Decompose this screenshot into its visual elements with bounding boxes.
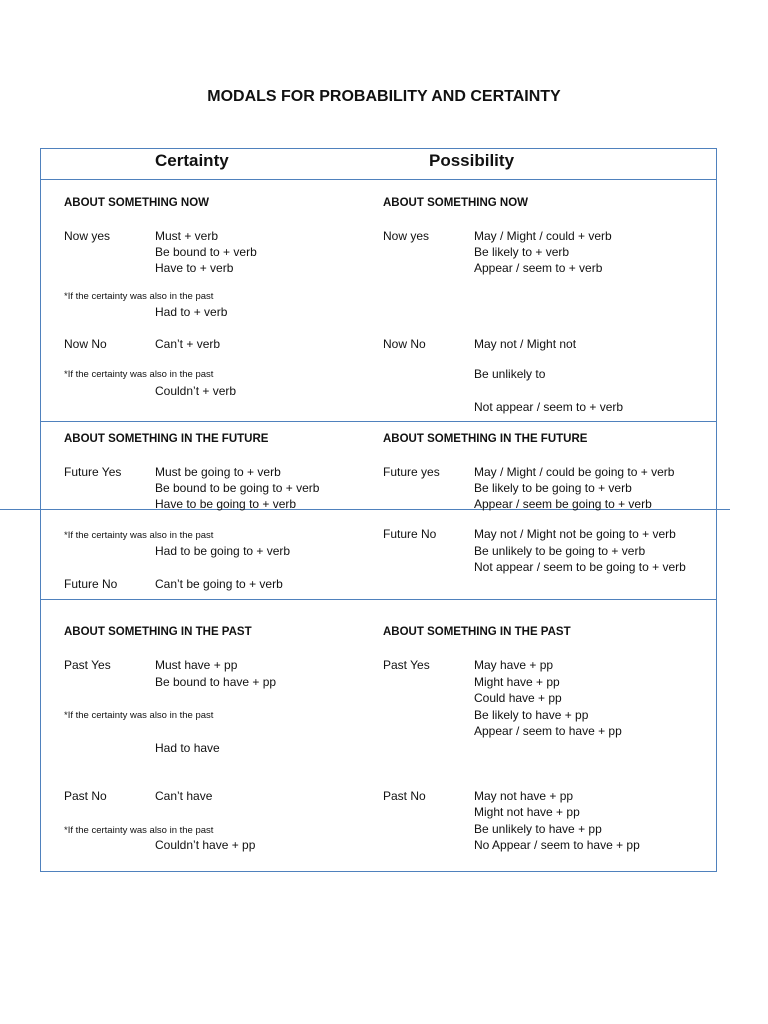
possibility-now-yes-label: Now yes: [383, 229, 430, 243]
certainty-future-past-line: Had to be going to + verb: [155, 544, 291, 558]
certainty-past-past-line: Had to have: [155, 741, 220, 755]
certainty-now-past-note: *If the certainty was also in the past: [64, 291, 214, 302]
section-divider-future-past: [41, 599, 716, 600]
possibility-past-yes-line: Be likely to have + pp: [474, 708, 589, 722]
certainty-future-yes-line: Must be going to + verb: [155, 465, 281, 479]
possibility-past-yes-line: Might have + pp: [474, 675, 560, 689]
possibility-future-no-line: Be unlikely to be going to + verb: [474, 544, 646, 558]
certainty-past-past-note: *If the certainty was also in the past: [64, 710, 214, 721]
possibility-past-no-line: Be unlikely to have + pp: [474, 822, 602, 836]
certainty-past-no-label: Past No: [64, 789, 107, 803]
possibility-future-no-label: Future No: [383, 527, 437, 541]
certainty-past-no-line: Can’t have: [155, 789, 213, 803]
possibility-past-no-line: No Appear / seem to have + pp: [474, 838, 640, 852]
certainty-now-heading: ABOUT SOMETHING NOW: [64, 197, 210, 209]
possibility-past-no-label: Past No: [383, 789, 426, 803]
certainty-past-no-past-note: *If the certainty was also in the past: [64, 825, 214, 836]
certainty-future-heading: ABOUT SOMETHING IN THE FUTURE: [64, 433, 269, 445]
certainty-now-no-past-note: *If the certainty was also in the past: [64, 369, 214, 380]
certainty-header: Certainty: [155, 151, 229, 170]
certainty-now-yes-label: Now yes: [64, 229, 111, 243]
header-divider: [41, 179, 716, 180]
certainty-past-no-past-line: Couldn’t have + pp: [155, 838, 256, 852]
certainty-now-no-past-line: Couldn’t + verb: [155, 384, 237, 398]
certainty-past-yes-line: Must have + pp: [155, 658, 238, 672]
possibility-past-yes-line: May have + pp: [474, 658, 554, 672]
possibility-future-yes-line: May / Might / could be going to + verb: [474, 465, 675, 479]
certainty-past-yes-label: Past Yes: [64, 658, 111, 672]
possibility-future-yes-line: Be likely to be going to + verb: [474, 481, 632, 495]
certainty-now-no-label: Now No: [64, 337, 107, 351]
possibility-past-yes-label: Past Yes: [383, 658, 430, 672]
certainty-now-yes-line: Must + verb: [155, 229, 219, 243]
possibility-past-yes-line: Appear / seem to have + pp: [474, 724, 622, 738]
certainty-future-yes-line: Have to be going to + verb: [155, 497, 297, 511]
possibility-past-heading: ABOUT SOMETHING IN THE PAST: [383, 626, 571, 638]
possibility-past-no-line: Might not have + pp: [474, 805, 580, 819]
possibility-past-no-line: May not have + pp: [474, 789, 574, 803]
possibility-header: Possibility: [429, 151, 515, 170]
possibility-now-yes-line: Appear / seem to + verb: [474, 261, 603, 275]
possibility-now-heading: ABOUT SOMETHING NOW: [383, 197, 529, 209]
possibility-future-yes-line: Appear / seem be going to + verb: [474, 497, 652, 511]
possibility-future-heading: ABOUT SOMETHING IN THE FUTURE: [383, 433, 588, 445]
possibility-future-no-line: Not appear / seem to be going to + verb: [474, 560, 686, 574]
certainty-now-yes-line: Be bound to + verb: [155, 245, 257, 259]
possibility-now-yes-line: May / Might / could + verb: [474, 229, 612, 243]
possibility-now-yes-line: Be likely to + verb: [474, 245, 570, 259]
possibility-future-no-line: May not / Might not be going to + verb: [474, 527, 676, 541]
certainty-future-past-note: *If the certainty was also in the past: [64, 530, 214, 541]
certainty-past-yes-line: Be bound to have + pp: [155, 675, 277, 689]
certainty-future-yes-label: Future Yes: [64, 465, 122, 479]
certainty-future-no-label: Future No: [64, 577, 118, 591]
possibility-now-no-line: May not / Might not: [474, 337, 577, 351]
page-title: MODALS FOR PROBABILITY AND CERTAINTY: [207, 88, 561, 105]
possibility-now-no-line: Be unlikely to: [474, 367, 546, 381]
possibility-future-yes-label: Future yes: [383, 465, 440, 479]
possibility-now-no-label: Now No: [383, 337, 426, 351]
section-divider-now-future: [41, 421, 716, 422]
certainty-now-no-line: Can’t + verb: [155, 337, 221, 351]
certainty-past-heading: ABOUT SOMETHING IN THE PAST: [64, 626, 252, 638]
certainty-now-past-line: Had to + verb: [155, 305, 228, 319]
certainty-future-yes-line: Be bound to be going to + verb: [155, 481, 320, 495]
certainty-future-no-line: Can’t be going to + verb: [155, 577, 283, 591]
possibility-past-yes-line: Could have + pp: [474, 691, 562, 705]
possibility-now-no-line: Not appear / seem to + verb: [474, 400, 624, 414]
certainty-now-yes-line: Have to + verb: [155, 261, 234, 275]
